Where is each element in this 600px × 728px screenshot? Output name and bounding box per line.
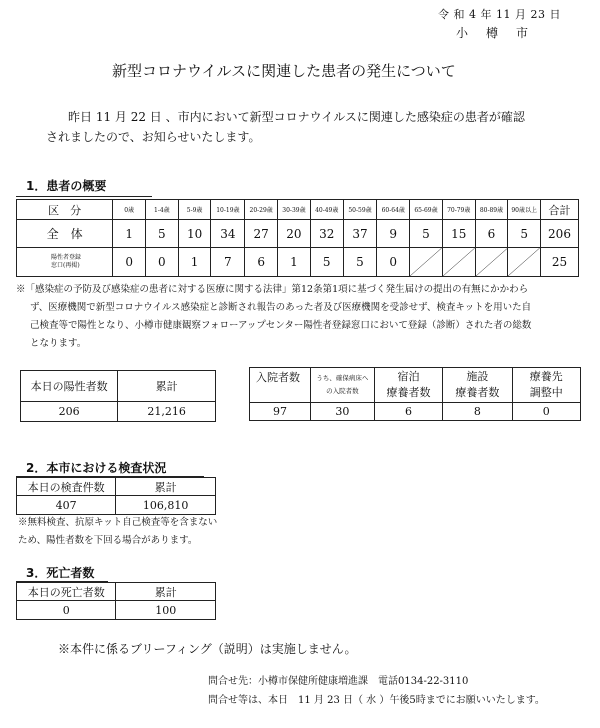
hotel-recovery-label [374, 368, 442, 403]
positives-today-value: 206 [21, 402, 118, 422]
age-header: 0歳 [113, 200, 146, 220]
facility-recovery-label-line2: 療養者数 [455, 386, 500, 399]
briefing-note: ※本件に係るブリーフィング（説明）は実施しません。 [58, 642, 357, 656]
section1-heading: 1．患者の概要 [26, 179, 107, 193]
hotel-recovery-label-line1: 宿泊 [397, 370, 420, 383]
positives-today-label: 本日の陽性者数 [21, 371, 118, 402]
inpatients-label: 入院者数 [250, 368, 311, 403]
inpatients-value: 97 [250, 403, 311, 421]
registration-count: 0 [146, 248, 179, 277]
overall-row [17, 220, 579, 248]
section2-heading: 2．本市における検査状況 [26, 461, 167, 475]
positives-cumulative-label: 累計 [118, 371, 216, 402]
secured-beds-label [311, 368, 375, 403]
overall-count: 5 [410, 220, 443, 248]
tests-today-value: 407 [17, 496, 116, 515]
overall-total: 206 [541, 220, 579, 248]
overall-count: 1 [113, 220, 146, 248]
age-header: 10-19歳 [211, 200, 245, 220]
overall-count: 15 [442, 220, 475, 248]
contact-info: 問合せ先：小樽市保健所健康増進課 電話0134-22-3110 [208, 676, 469, 687]
registration-count: 0 [377, 248, 410, 277]
positives-cumulative-value: 21,216 [118, 402, 216, 422]
note-line: となります。 [30, 338, 87, 349]
registration-total: 25 [541, 248, 579, 277]
overall-count: 37 [343, 220, 377, 248]
facility-recovery-label [443, 368, 512, 403]
page-title: 新型コロナウイルスに関連した患者の発生について [112, 62, 456, 80]
deaths-table [16, 582, 216, 620]
age-header: 60-64歳 [377, 200, 410, 220]
secured-beds-label-line2: の入院者数 [326, 387, 359, 395]
overall-count: 9 [377, 220, 410, 248]
na-cell [475, 248, 508, 277]
issuer-city: 小 樽 市 [456, 26, 532, 40]
registration-count: 1 [178, 248, 211, 277]
registration-count: 7 [211, 248, 245, 277]
overall-count: 27 [245, 220, 278, 248]
hotel-recovery-value: 6 [374, 403, 442, 421]
adjusting-label-line1: 療養先 [529, 370, 563, 383]
tests-cumulative-label: 累計 [116, 478, 216, 496]
overall-count: 5 [146, 220, 179, 248]
tests-table [16, 477, 216, 515]
overall-label: 全 体 [17, 220, 113, 248]
section3-heading: 3．死亡者数 [26, 566, 95, 580]
age-header: 80-89歳 [475, 200, 508, 220]
deaths-cumulative-label: 累計 [116, 583, 216, 601]
issue-date: 令 和 4 年 11 月 23 日 [438, 8, 561, 21]
diagonal-slash-icon [508, 248, 540, 276]
registration-count: 1 [278, 248, 311, 277]
age-header: 90歳以上 [508, 200, 541, 220]
note-line: ※「感染症の予防及び感染症の患者に対する医療に関する法律」第12条第1項に基づく発生届けの提出の有無にかかわら [16, 284, 529, 295]
section1-underline [16, 196, 152, 197]
total-header: 合計 [541, 200, 579, 220]
lead-text-line1: 昨日 11 月 22 日 、市内において新型コロナウイルスに関連した感染症の患者が確認 [68, 110, 525, 124]
adjusting-value: 0 [512, 403, 580, 421]
na-cell [508, 248, 541, 277]
age-header: 40-49歳 [310, 200, 343, 220]
registration-count: 0 [113, 248, 146, 277]
overall-count: 5 [508, 220, 541, 248]
age-header: 30-39歳 [278, 200, 311, 220]
registration-label-line1: 陽性者登録 [51, 254, 82, 261]
secured-beds-label-line1: うち、確保病床へ [316, 374, 369, 382]
tests-today-label: 本日の検査件数 [17, 478, 116, 496]
age-header: 70-79歳 [442, 200, 475, 220]
registration-count: 5 [310, 248, 343, 277]
facility-recovery-label-line1: 施設 [466, 370, 489, 383]
section1-note [16, 281, 586, 353]
diagonal-slash-icon [476, 248, 508, 276]
hotel-recovery-label-line2: 療養者数 [386, 386, 431, 399]
note-line: ※無料検査、抗原キット自己検査等を含まない [18, 517, 218, 528]
note-line: ず、医療機関で新型コロナウイルス感染症と診断され報告のあった者及び医療機関を受診せず、検査キットを用いた自 [30, 302, 532, 313]
age-breakdown-table [16, 199, 579, 277]
diagonal-slash-icon [410, 248, 442, 276]
overall-count: 6 [475, 220, 508, 248]
inquiry-hours: 問合せ等は、本日 11 月 23 日（ 水 ）午後5時までにお願いいたします。 [208, 695, 545, 706]
registration-label-line2: 窓口(再掲) [51, 262, 80, 269]
age-header: 20-29歳 [245, 200, 278, 220]
overall-count: 10 [178, 220, 211, 248]
treatment-status-table [249, 367, 581, 421]
lead-text-line2: されましたので、お知らせいたします。 [46, 130, 261, 144]
positives-table [20, 370, 216, 422]
age-header-row [17, 200, 579, 220]
adjusting-label [512, 368, 580, 403]
age-header: 50-59歳 [343, 200, 377, 220]
na-cell [410, 248, 443, 277]
overall-count: 20 [278, 220, 311, 248]
note-line: 己検査等で陽性となり、小樽市健康観察フォローアップセンター陽性者登録窓口において登録（診断）された者の総数 [30, 320, 532, 331]
adjusting-label-line2: 調整中 [529, 386, 563, 399]
age-header: 5-9歳 [178, 200, 211, 220]
registration-row [17, 248, 579, 277]
registration-count: 6 [245, 248, 278, 277]
registration-count: 5 [343, 248, 377, 277]
section2-note [18, 514, 278, 550]
overall-count: 32 [310, 220, 343, 248]
age-header: 1-4歳 [146, 200, 179, 220]
secured-beds-value: 30 [311, 403, 375, 421]
ku-label: 区 分 [17, 200, 113, 220]
facility-recovery-value: 8 [443, 403, 512, 421]
registration-label [17, 248, 113, 277]
note-line: ため、陽性者数を下回る場合があります。 [18, 535, 198, 546]
overall-count: 34 [211, 220, 245, 248]
na-cell [442, 248, 475, 277]
deaths-cumulative-value: 100 [116, 601, 216, 620]
deaths-today-label: 本日の死亡者数 [17, 583, 116, 601]
deaths-today-value: 0 [17, 601, 116, 620]
tests-cumulative-value: 106,810 [116, 496, 216, 515]
diagonal-slash-icon [443, 248, 475, 276]
age-header: 65-69歳 [410, 200, 443, 220]
